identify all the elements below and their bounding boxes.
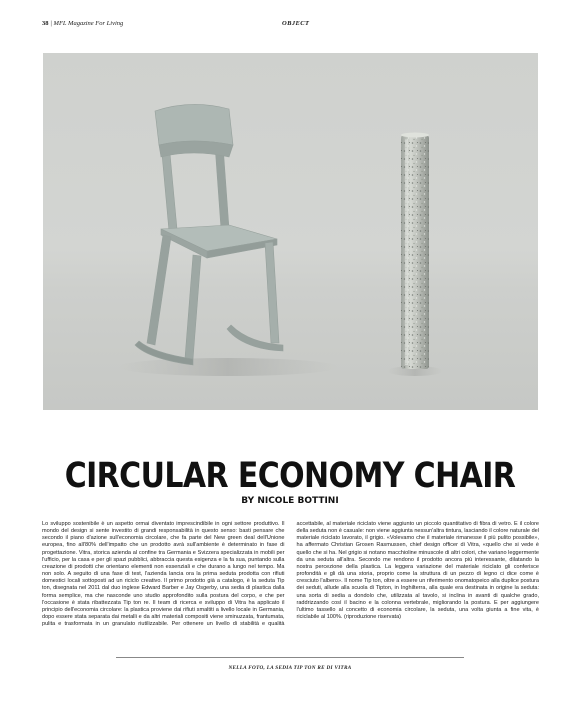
chair-and-tube-illustration (43, 53, 538, 410)
product-photo (43, 53, 538, 410)
caption-divider (116, 657, 464, 658)
page-folio (42, 20, 123, 27)
article-body: Lo sviluppo sostenibile è un aspetto ormai diventato imprescindibile in ogni settore produttivo. Il mondo del design si sente investito di grandi responsabilità in questo senso: basti pensare che secondo il piano d'azione sull'economia circolare, che fa parte del New green deal dell'Unione europea, fino all'80% dell'impatto che un prodotto avrà sull'ambiente è determinato in fase di progettazione. Vitra, storica azienda al confine tra Germania e Svizzera specializzata in mobili per l'ufficio, per la casa e per gli spazi pubblici, abbraccia questa esigenza e la fa sua, puntando sulla creazione di prodotti che orientano elementi non essenziali e che durano a lungo nel tempo. Ma non solo. A seguito di una fase di test, l'azienda lancia ora la prima seduta prodotta con rifiuti domestici locali sottoposti ad un riciclo creativo. Il primo prodotto già a catalogo, è la seduta Tip ton, disegnata nel 2011 dal duo inglese Edward Barber e Jay Osgerby, una sedia di plastica dalla forma semplice, ma che nasconde uno studio approfondito sulla postura del corpo, e che per l'occasione è stata ribattezzata Tip ton re. Il team di ricerca e sviluppo di Vitra ha applicato il principio dell'economia circolare: la plastica proviene dai rifiuti smaltiti a livello locale in Germania, dopo essere stata separata dai metalli e da altri materiali compositi viene sminuzzata, frantumata, pulita e trasformata in un granulato riutilizzabile. Per ottenere un livello di stabilità e qualità accettabile, al materiale riciclato viene aggiunto un piccolo quantitativo di fibra di vetro. E il colore della seduta non è casuale: non viene aggiunta nessun'altra tintura, lasciando il colore naturale del materiale riciclato lavorato, il grigio. «Volevamo che il materiale rimanesse il più pulito possibile», ha affermato Christian Grosen Rasmussen, chief design officer di Vitra, «quello che si vede è quello che si ha. Nel grigio si notano macchioline minuscole di altri colori, che variano leggermente da una seduta all'altra. Secondo me rendono il prodotto ancora più interessante, dilatando la nostra percezione della plastica. La leggera variazione del materiale riciclato gli conferisce profondità e gli dà una storia, proprio come la struttura di un pezzo di legno ci dice come è cresciuto l'albero». Il nome Tip ton, oltre a essere un riferimento onomatopeico alla duplice postura dei seduti, allude alla scuola di Tipton, in Inghilterra, alla quale era destinata in origine la seduta: una sorta di sedia a dondolo che, utilizzata al tavolo, si inclina in avanti di qualche grado, raddrizzando così il bacino e la colonna vertebrale, migliorando la postura. E per aggiungere l'ultimo tassello al concetto di economia circolare, la seduta, una volta giunta a fine vita, è riciclabile al 100%. (riproduzione riservata) (42, 521, 539, 628)
section-label: OBJECT (282, 20, 310, 27)
page-number: 38 (42, 20, 49, 27)
photo-caption: NELLA FOTO, LA SEDIA TIP TON RE DI VITRA (228, 665, 352, 671)
chair-shadow (118, 358, 338, 376)
article-title: CIRCULAR ECONOMY CHAIR (64, 456, 516, 497)
chair (135, 104, 283, 365)
magazine-name: | MFL Magazine For Living (50, 20, 124, 27)
article-byline: BY NICOLE BOTTINI (241, 496, 339, 506)
page-header (42, 20, 538, 32)
recycled-plastic-tube (401, 133, 429, 370)
